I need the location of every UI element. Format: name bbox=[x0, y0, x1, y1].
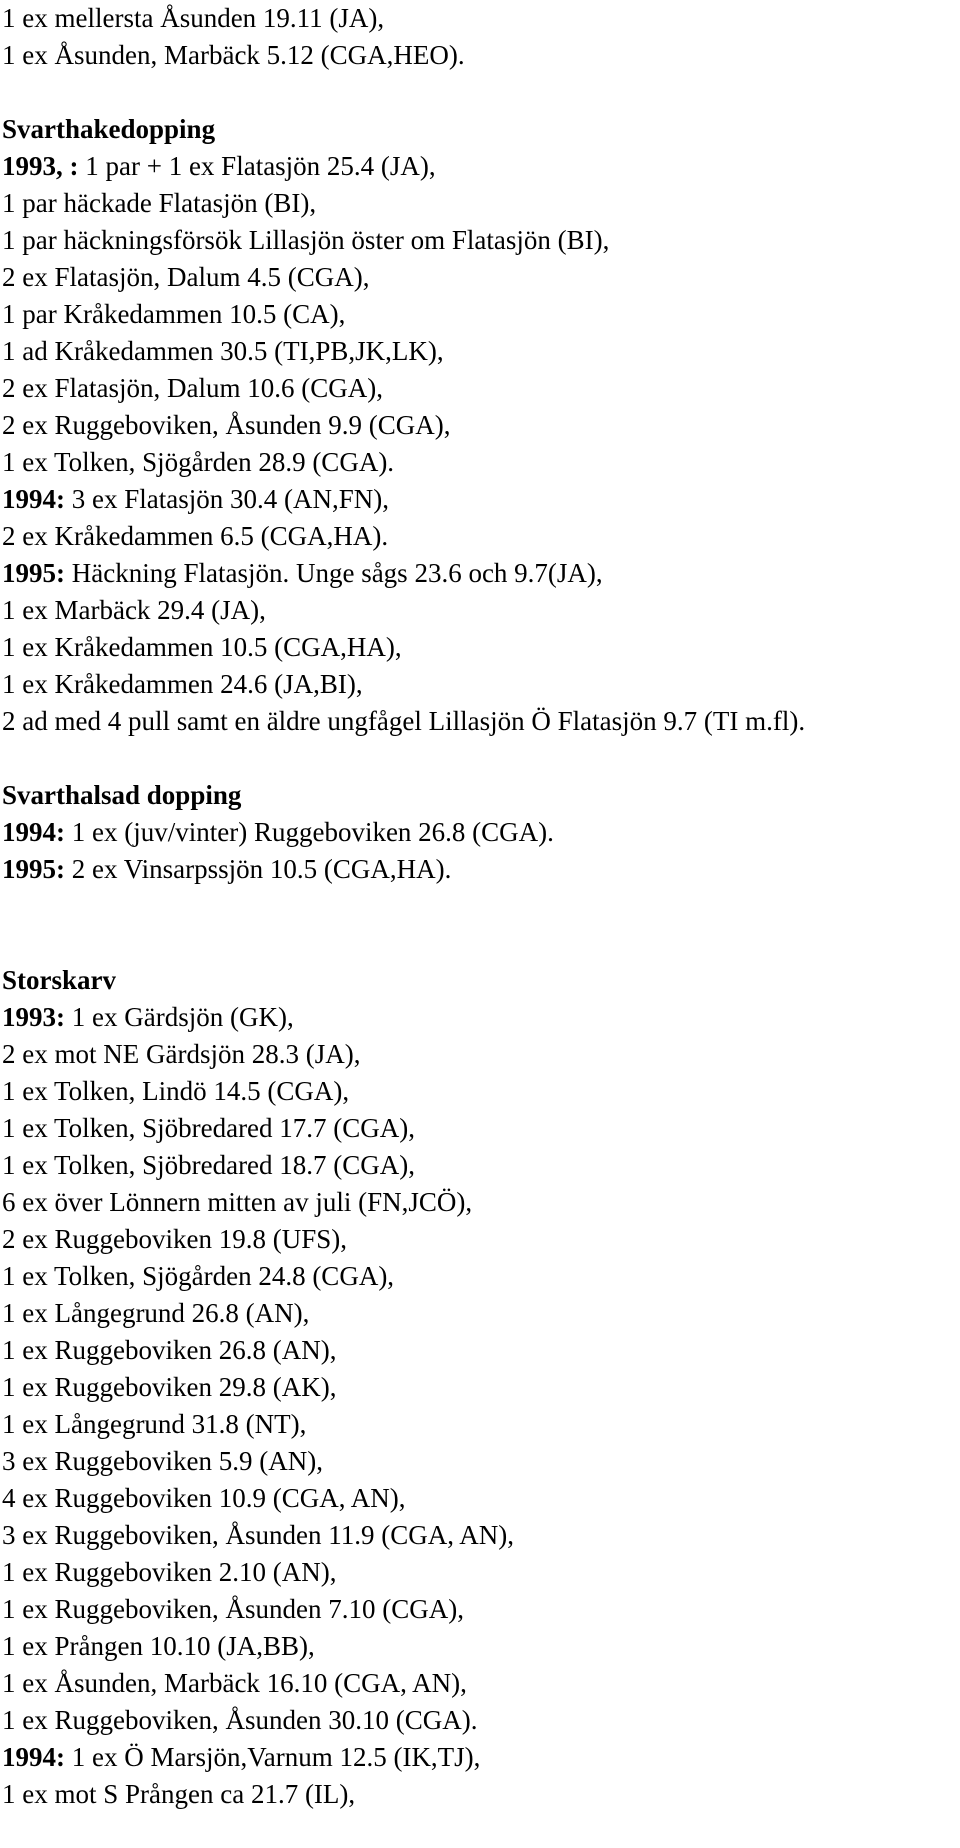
year-label: 1995: bbox=[2, 558, 65, 588]
year-label: 1994: bbox=[2, 484, 65, 514]
text-line: 4 ex Ruggeboviken 10.9 (CGA, AN), bbox=[2, 1483, 406, 1513]
document-page bbox=[2, 0, 952, 1813]
text-line bbox=[2, 1739, 952, 1776]
text-line bbox=[2, 481, 952, 518]
text-line: 1 ex mot S Prången ca 21.7 (IL), bbox=[2, 1779, 356, 1809]
text-line bbox=[2, 851, 952, 888]
text-line bbox=[2, 555, 952, 592]
text-line: 1 ex Kråkedammen 10.5 (CGA,HA), bbox=[2, 632, 402, 662]
section-heading-svarthalsad-dopping: Svarthalsad dopping bbox=[2, 780, 242, 810]
text-line: 1 ex Kråkedammen 24.6 (JA,BI), bbox=[2, 669, 363, 699]
text-line bbox=[2, 148, 952, 185]
text-line: 1 ex Tolken, Sjöbredared 17.7 (CGA), bbox=[2, 1113, 416, 1143]
text-line: 1 par häckningsförsök Lillasjön öster om Flatasjön (BI), bbox=[2, 225, 610, 255]
text-line: 1 ex Åsunden, Marbäck 5.12 (CGA,HEO). bbox=[2, 40, 465, 70]
entry-text: 3 ex Flatasjön 30.4 (AN,FN), bbox=[65, 484, 389, 514]
text-line: 2 ex Ruggeboviken 19.8 (UFS), bbox=[2, 1224, 347, 1254]
entry-text: 1 ex Ö Marsjön,Varnum 12.5 (IK,TJ), bbox=[65, 1742, 481, 1772]
year-label: 1995: bbox=[2, 854, 65, 884]
text-line bbox=[2, 999, 952, 1036]
entry-text: 1 ex Gärdsjön (GK), bbox=[65, 1002, 294, 1032]
text-line: 6 ex över Lönnern mitten av juli (FN,JCÖ), bbox=[2, 1187, 473, 1217]
text-line: 3 ex Ruggeboviken, Åsunden 11.9 (CGA, AN), bbox=[2, 1520, 514, 1550]
text-line bbox=[2, 814, 952, 851]
year-label: 1993, : bbox=[2, 151, 79, 181]
entry-text: 2 ex Vinsarpssjön 10.5 (CGA,HA). bbox=[65, 854, 452, 884]
section-heading-storskarv: Storskarv bbox=[2, 965, 116, 995]
text-line: 1 par häckade Flatasjön (BI), bbox=[2, 188, 317, 218]
text-line: 2 ex Ruggeboviken, Åsunden 9.9 (CGA), bbox=[2, 410, 451, 440]
text-line: 1 ex Tolken, Sjögården 24.8 (CGA), bbox=[2, 1261, 395, 1291]
text-line: 1 ex Långegrund 26.8 (AN), bbox=[2, 1298, 310, 1328]
text-line: 1 ex Åsunden, Marbäck 16.10 (CGA, AN), bbox=[2, 1668, 467, 1698]
text-line: 1 ex Ruggeboviken, Åsunden 30.10 (CGA). bbox=[2, 1705, 478, 1735]
blank-line bbox=[2, 888, 952, 962]
text-line: 1 ex Marbäck 29.4 (JA), bbox=[2, 595, 266, 625]
entry-text: 1 ex (juv/vinter) Ruggeboviken 26.8 (CGA). bbox=[65, 817, 554, 847]
blank-line bbox=[2, 74, 952, 111]
text-line: 2 ex Kråkedammen 6.5 (CGA,HA). bbox=[2, 521, 389, 551]
text-line: 1 ad Kråkedammen 30.5 (TI,PB,JK,LK), bbox=[2, 336, 444, 366]
text-line: 1 ex Prången 10.10 (JA,BB), bbox=[2, 1631, 315, 1661]
text-line: 1 ex Tolken, Sjöbredared 18.7 (CGA), bbox=[2, 1150, 416, 1180]
year-label: 1994: bbox=[2, 1742, 65, 1772]
text-line: 1 ex mellersta Åsunden 19.11 (JA), bbox=[2, 3, 385, 33]
text-line: 2 ex Flatasjön, Dalum 10.6 (CGA), bbox=[2, 373, 383, 403]
year-label: 1994: bbox=[2, 817, 65, 847]
text-line: 1 ex Långegrund 31.8 (NT), bbox=[2, 1409, 307, 1439]
entry-text: Häckning Flatasjön. Unge sågs 23.6 och 9.7(JA), bbox=[65, 558, 603, 588]
text-line: 1 ex Ruggeboviken 26.8 (AN), bbox=[2, 1335, 337, 1365]
text-line: 1 ex Ruggeboviken 2.10 (AN), bbox=[2, 1557, 337, 1587]
entry-text: 1 par + 1 ex Flatasjön 25.4 (JA), bbox=[78, 151, 436, 181]
year-label: 1993: bbox=[2, 1002, 65, 1032]
text-line: 1 par Kråkedammen 10.5 (CA), bbox=[2, 299, 346, 329]
text-line: 2 ad med 4 pull samt en äldre ungfågel Lillasjön Ö Flatasjön 9.7 (TI m.fl). bbox=[2, 706, 806, 736]
text-line: 1 ex Ruggeboviken 29.8 (AK), bbox=[2, 1372, 337, 1402]
text-line: 1 ex Tolken, Sjögården 28.9 (CGA). bbox=[2, 447, 395, 477]
blank-line bbox=[2, 740, 952, 777]
text-line: 1 ex Ruggeboviken, Åsunden 7.10 (CGA), bbox=[2, 1594, 464, 1624]
text-line: 2 ex Flatasjön, Dalum 4.5 (CGA), bbox=[2, 262, 370, 292]
text-line: 2 ex mot NE Gärdsjön 28.3 (JA), bbox=[2, 1039, 361, 1069]
section-heading-svarthakedopping: Svarthakedopping bbox=[2, 114, 216, 144]
text-line: 3 ex Ruggeboviken 5.9 (AN), bbox=[2, 1446, 323, 1476]
text-line: 1 ex Tolken, Lindö 14.5 (CGA), bbox=[2, 1076, 350, 1106]
